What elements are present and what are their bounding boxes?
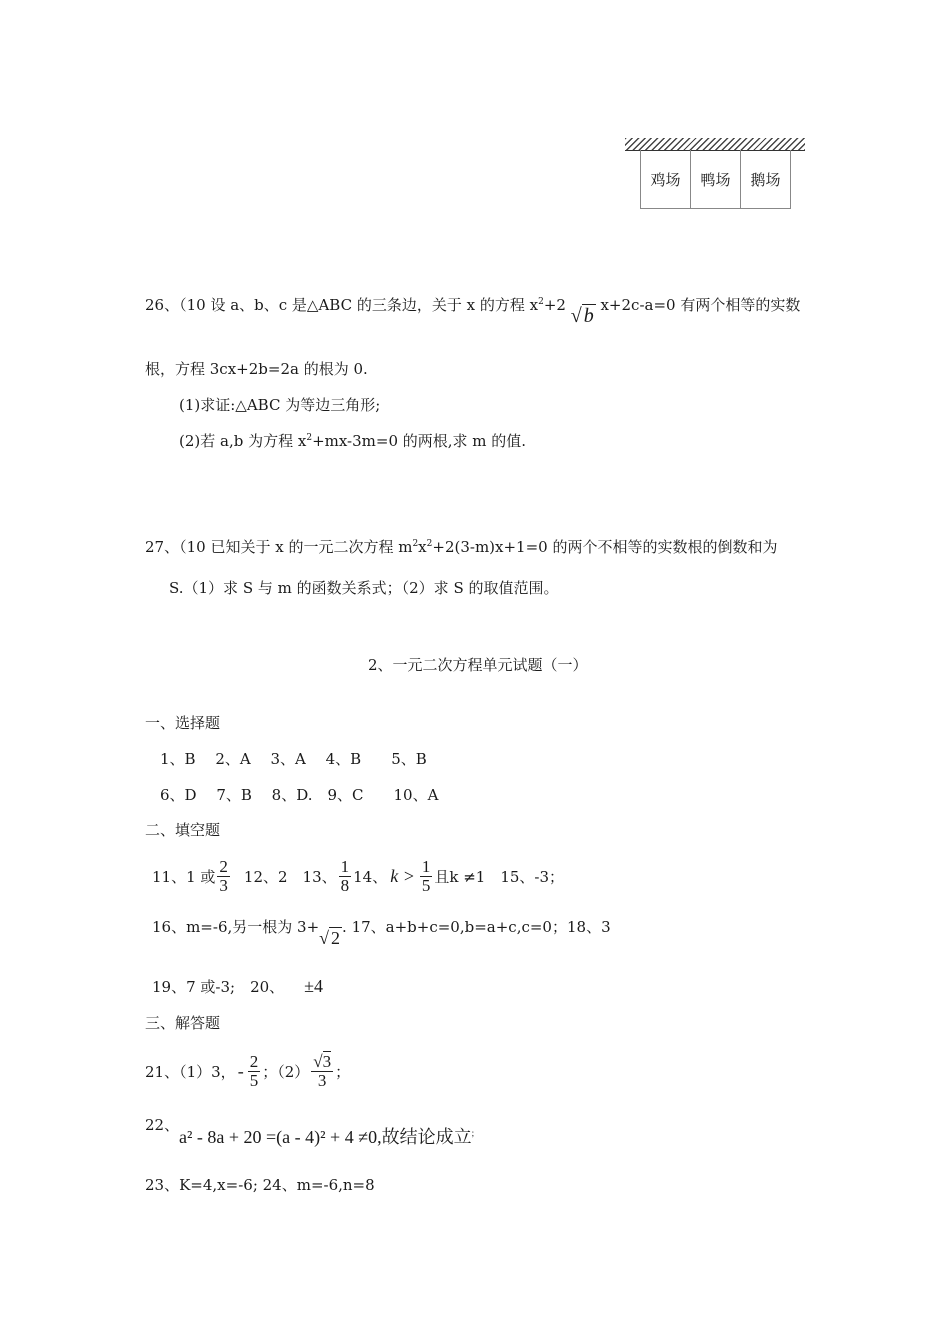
fraction-sqrt3-3: $\frac{√3}{3}$ (313, 1051, 332, 1090)
answer-22-num: 22、 (145, 1116, 180, 1134)
fill-row-2: 16、m=-6,另一根为 3+√ 2. 17、a+b+c=0,b=a+c,c=0；18、3 (152, 918, 611, 948)
section-choice: 一、选择题 (145, 714, 221, 732)
section-fill: 二、填空题 (145, 821, 221, 839)
answers-title: 2、一元二次方程单元试题（一） (368, 656, 588, 674)
fraction-2-3: $\frac{2}{3}$ (219, 856, 228, 895)
pens-diagram (641, 150, 791, 208)
answer-23-24: 23、K=4,x=-6; 24、m=-6,n=8 (145, 1176, 375, 1194)
pen-duck: 鸭场 (690, 150, 741, 209)
q26-part2: (2)若 a,b 为方程 $x^2+mx-3m=0$ 的两根,求 m 的值. (179, 432, 527, 450)
answer-21: 21、（1）3， - $\frac{2}{5}$ ；（2） $\frac{√3}{3}$ ； (145, 1051, 351, 1090)
fraction-2-5: $\frac{2}{5}$ (249, 1051, 259, 1090)
sqrt-b: √ b (570, 305, 594, 327)
q27-line2: S.（1）求 S 与 m 的函数关系式；（2）求 S 的取值范围。 (169, 579, 559, 597)
q26-line2: 根，方程 3cx+2b=2a 的根为 0. (145, 360, 368, 378)
pen-chicken: 鸡场 (640, 150, 691, 209)
q26-part1: (1)求证:△ABC 为等边三角形; (179, 396, 381, 414)
answer-22-expr: a² - 8a + 20 =(a - 4)² + 4 ≠0,故结论成立; (179, 1127, 475, 1147)
fraction-1-5: $\frac{1}{5}$ (421, 856, 431, 895)
fraction-1-8: $\frac{1}{8}$ (340, 856, 350, 895)
q27-line1: 27、（10 已知关于 x 的一元二次方程 $m^2x^2+2(3-m)x+1=0$ 的两个不相等的实数根的倒数和为 (145, 538, 778, 556)
section-solution: 三、解答题 (145, 1014, 221, 1032)
pen-goose: 鹅场 (740, 150, 791, 209)
choice-row-1: 1、B 2、A 3、A 4、B 5、B (160, 750, 427, 768)
fill-row-1: 11、1 或 $\frac{2}{3}$ 12、2 13、 $\frac{1}{8}$ 14、 k > $\frac{1}{5}$ 且k ≠1 15、-3； (152, 856, 565, 895)
fill-row-3: 19、7 或-3; 20、 ±4 (152, 976, 324, 996)
q26-line1: 26、（10 设 a、b、c 是△ABC 的三条边，关于 x 的方程 $x^2+2$ √ b x+2c-a=0 有两个相等的实数 (145, 296, 801, 327)
choice-row-2: 6、D 7、B 8、D. 9、C 10、A (160, 786, 439, 804)
sqrt-2: √ 2 (319, 928, 341, 948)
